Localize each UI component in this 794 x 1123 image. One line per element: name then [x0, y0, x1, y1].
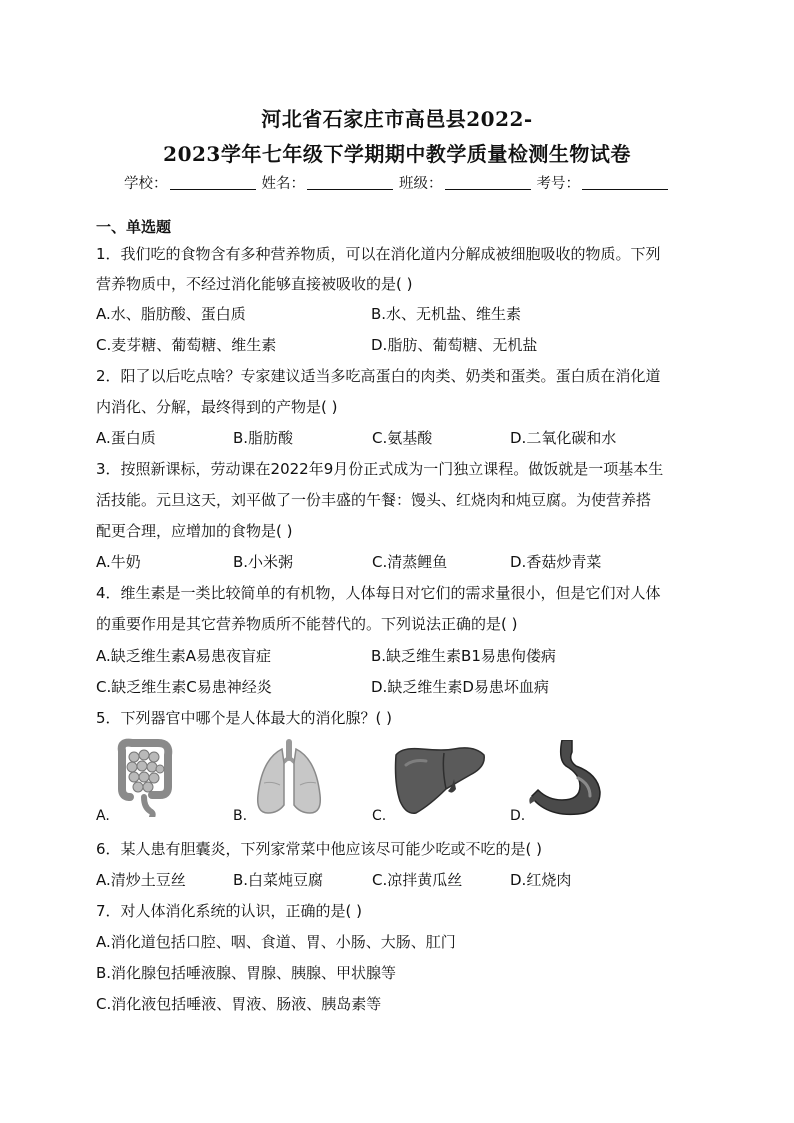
- lungs-image[interactable]: [254, 739, 324, 819]
- q2-stem-line1: 2．阳了以后吃点啥？专家建议适当多吃高蛋白的肉类、奶类和蛋类。蛋白质在消化道: [96, 367, 661, 385]
- q3-stem-line3: 配更合理，应增加的食物是( ): [96, 522, 293, 540]
- q3-stem-line2: 活技能。元旦这天，刘平做了一份丰盛的午餐：馒头、红烧肉和炖豆腐。为使营养搭: [96, 491, 652, 509]
- q1-option-b[interactable]: B.水、无机盐、维生素: [371, 305, 522, 323]
- q4-option-d[interactable]: D.缺乏维生素D易患坏血病: [371, 678, 549, 696]
- q5-stem-line1: 5．下列器官中哪个是人体最大的消化腺？( ): [96, 709, 393, 727]
- q5-option-b[interactable]: B.: [233, 808, 248, 824]
- q7-stem-line1: 7．对人体消化系统的认识，正确的是( ): [96, 902, 363, 920]
- q2-option-b[interactable]: B.脂肪酸: [233, 429, 294, 447]
- q3-stem-line1: 3．按照新课标，劳动课在2022年9月份正式成为一门独立课程。做饭就是一项基本生: [96, 460, 664, 478]
- q2-stem-line2: 内消化、分解，最终得到的产物是( ): [96, 398, 338, 416]
- q4-option-a[interactable]: A.缺乏维生素A易患夜盲症: [96, 647, 272, 665]
- student-info-row: [124, 172, 668, 193]
- q2-option-d[interactable]: D.二氧化碳和水: [510, 429, 617, 447]
- q3-option-a[interactable]: A.牛奶: [96, 553, 141, 571]
- q7-option-a[interactable]: A.消化道包括口腔、咽、食道、胃、小肠、大肠、肛门: [96, 933, 456, 951]
- q5-option-a[interactable]: A.: [96, 808, 110, 824]
- q5-option-c[interactable]: C.: [372, 808, 387, 824]
- name-label: 姓名：: [261, 176, 305, 192]
- q4-stem-line2: 的重要作用是其它营养物质所不能替代的。下列说法正确的是( ): [96, 615, 518, 633]
- q1-option-c[interactable]: C.麦芽糖、葡萄糖、维生素: [96, 336, 277, 354]
- section-heading: 一、单选题: [96, 218, 172, 236]
- q4-option-b[interactable]: B.缺乏维生素B1易患佝偻病: [371, 647, 556, 665]
- school-blank[interactable]: [170, 176, 256, 190]
- liver-image[interactable]: [392, 745, 488, 817]
- q7-option-c[interactable]: C.消化液包括唾液、胃液、肠液、胰岛素等: [96, 995, 382, 1013]
- class-blank[interactable]: [445, 176, 531, 190]
- number-blank[interactable]: [582, 176, 668, 190]
- q3-option-c[interactable]: C.清蒸鲤鱼: [372, 553, 448, 571]
- exam-title-line1: 河北省石家庄市高邑县2022-: [261, 107, 533, 131]
- stomach-image[interactable]: [528, 740, 608, 818]
- school-label: 学校：: [124, 176, 168, 192]
- q2-option-a[interactable]: A.蛋白质: [96, 429, 156, 447]
- q1-stem-line1: 1．我们吃的食物含有多种营养物质，可以在消化道内分解成被细胞吸收的物质。下列: [96, 245, 661, 263]
- q6-option-c[interactable]: C.凉拌黄瓜丝: [372, 871, 463, 889]
- q4-stem-line1: 4．维生素是一类比较简单的有机物，人体每日对它们的需求量很小，但是它们对人体: [96, 584, 661, 602]
- class-label: 班级：: [399, 176, 443, 192]
- name-blank[interactable]: [307, 176, 393, 190]
- exam-title-line2: 2023学年七年级下学期期中教学质量检测生物试卷: [163, 142, 631, 166]
- q6-stem-line1: 6．某人患有胆囊炎，下列家常菜中他应该尽可能少吃或不吃的是( ): [96, 840, 543, 858]
- q3-option-b[interactable]: B.小米粥: [233, 553, 294, 571]
- q6-option-b[interactable]: B.白菜炖豆腐: [233, 871, 324, 889]
- q6-option-a[interactable]: A.清炒土豆丝: [96, 871, 186, 889]
- q4-option-c[interactable]: C.缺乏维生素C易患神经炎: [96, 678, 272, 696]
- q7-option-b[interactable]: B.消化腺包括唾液腺、胃腺、胰腺、甲状腺等: [96, 964, 397, 982]
- q1-stem-line2: 营养物质中，不经过消化能够直接被吸收的是( ): [96, 275, 413, 293]
- number-label: 考号：: [536, 176, 580, 192]
- intestine-image[interactable]: [114, 737, 176, 817]
- q5-option-d[interactable]: D.: [510, 808, 526, 824]
- q2-option-c[interactable]: C.氨基酸: [372, 429, 433, 447]
- q3-option-d[interactable]: D.香菇炒青菜: [510, 553, 602, 571]
- q1-option-a[interactable]: A.水、脂肪酸、蛋白质: [96, 305, 246, 323]
- q6-option-d[interactable]: D.红烧肉: [510, 871, 572, 889]
- q1-option-d[interactable]: D.脂肪、葡萄糖、无机盐: [371, 336, 538, 354]
